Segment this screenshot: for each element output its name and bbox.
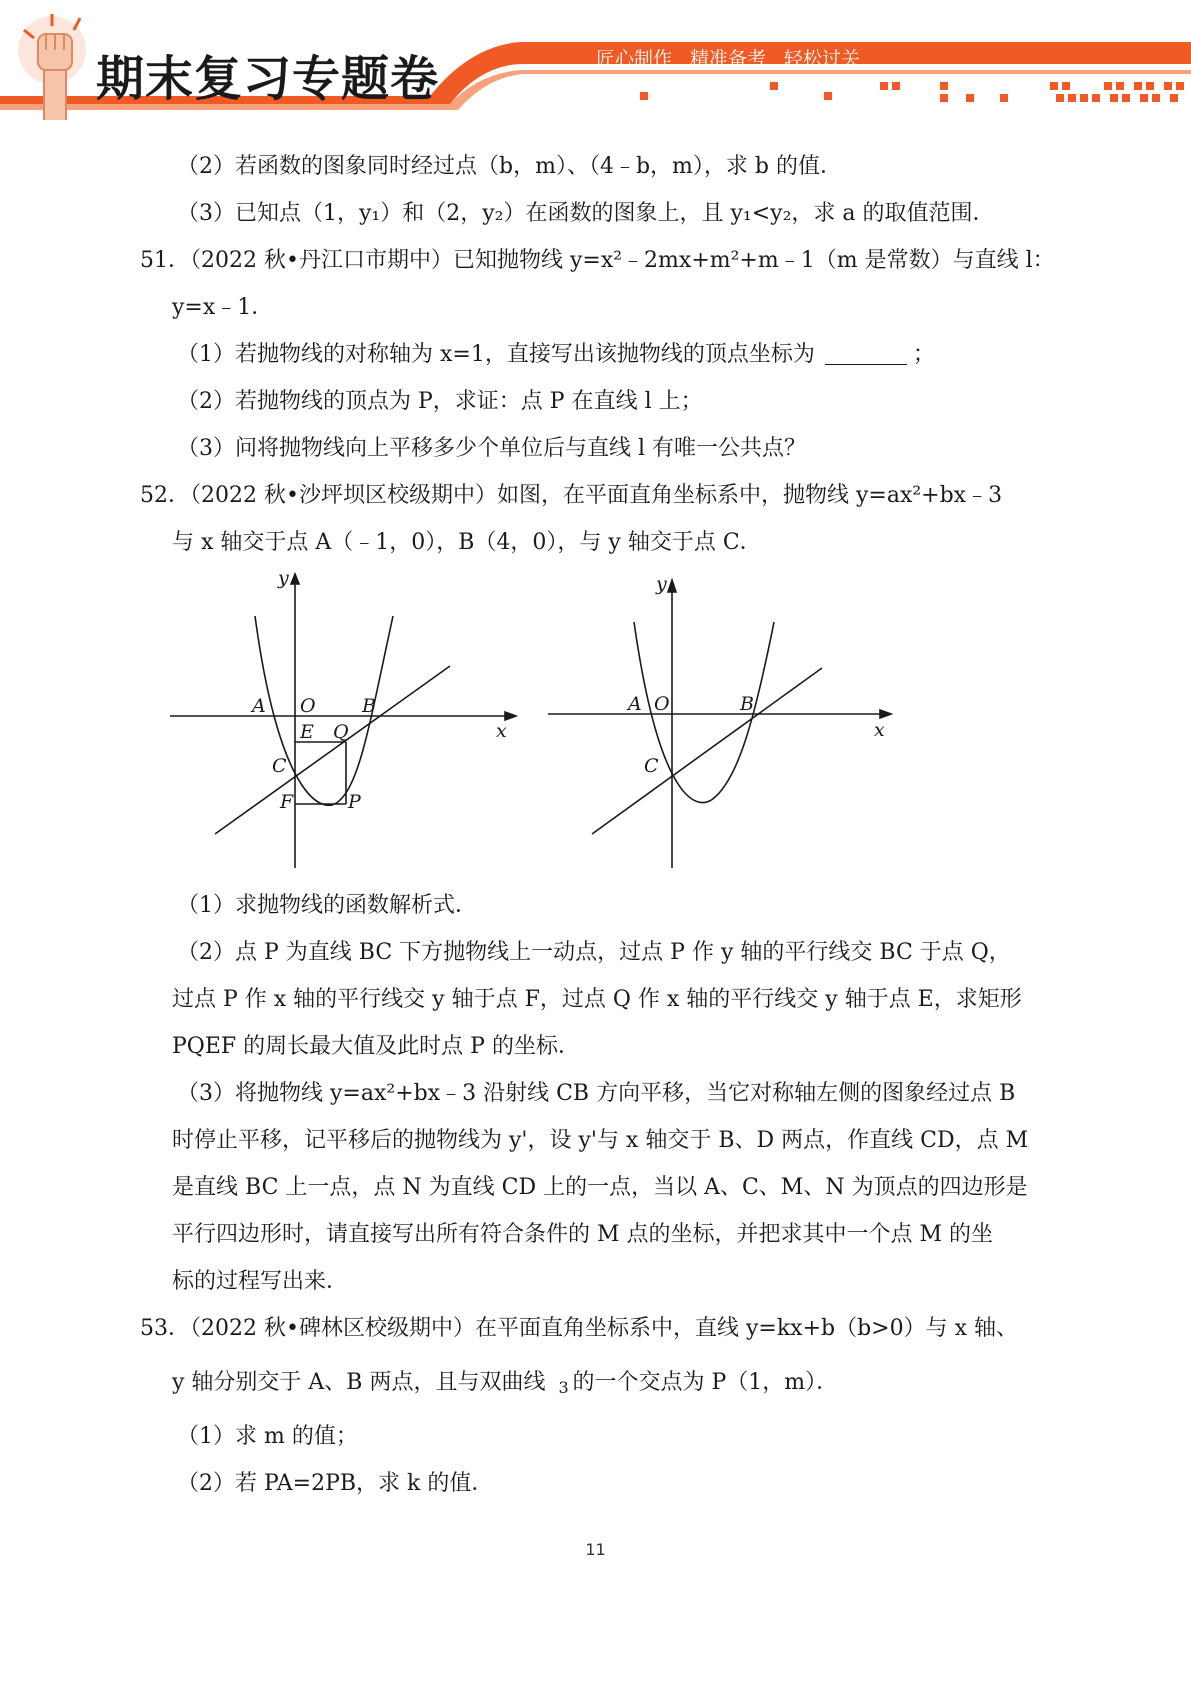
- q51-number: 51．: [140, 248, 190, 273]
- q51-part3: （3）问将抛物线向上平移多少个单位后与直线 l 有唯一公共点？: [177, 436, 807, 461]
- q52-part2-b: 过点 P 作 x 轴的平行线交 y 轴于点 F，过点 Q 作 x 轴的平行线交 y 轴于点 E，求矩形: [172, 987, 1022, 1012]
- fig1-label-y: y: [278, 572, 289, 589]
- header-slogans: [596, 44, 860, 71]
- fig1-label-C: C: [272, 755, 287, 777]
- q53-part2: （2）若 PA=2PB，求 k 的值．: [177, 1471, 494, 1496]
- q52-part3-a: （3）将抛物线 y=ax²+bx﹣3 沿射线 CB 方向平移，当它对称轴左侧的图象经过点 B: [177, 1081, 1016, 1106]
- fig1-label-F: F: [280, 791, 294, 813]
- fraction-numerator: 3: [558, 1378, 569, 1397]
- q52-part1: （1）求抛物线的函数解析式．: [177, 893, 477, 918]
- q52-part3-e: 标的过程写出来．: [172, 1269, 349, 1294]
- slogan-2: 精准备考: [690, 48, 767, 70]
- slogan-3: 轻松过关: [784, 48, 861, 70]
- fig1-label-O: O: [300, 695, 316, 717]
- fig2-label-x: x: [874, 719, 885, 741]
- q53-source: （2022 秋•碑林区校级期中）: [190, 1316, 475, 1341]
- q52-part2-a: （2）点 P 为直线 BC 下方抛物线上一动点，过点 P 作 y 轴的平行线交 BC 于点 Q，: [177, 940, 1011, 965]
- q53-stem-b-post: 的一个交点为 P（1，m）．: [572, 1370, 839, 1395]
- q50-part3: （3）已知点（1，y₁）和（2，y₂）在函数的图象上，且 y₁<y₂，求 a 的取值范围．: [177, 201, 995, 226]
- page-number: 11: [585, 1540, 606, 1559]
- q52-stem: [140, 481, 1002, 511]
- fig2-label-B: B: [740, 693, 754, 715]
- answer-blank: [825, 342, 907, 365]
- q51-part1-end: ；: [912, 342, 935, 367]
- q52-part3-d: 平行四边形时，请直接写出所有符合条件的 M 点的坐标，并把求其中一个点 M 的坐: [172, 1222, 994, 1247]
- q51-part1-text: （1）若抛物线的对称轴为 x=1，直接写出该抛物线的顶点坐标为: [177, 342, 815, 367]
- q52-stem-a: 如图，在平面直角坐标系中，抛物线 y=ax²+bx﹣3: [496, 483, 1003, 508]
- decorative-dots: [640, 82, 1184, 102]
- q53-stem-a: 在平面直角坐标系中，直线 y=kx+b（b>0）与 x 轴、: [474, 1316, 1018, 1341]
- q52-number: 52．: [140, 483, 190, 508]
- q51-part2: （2）若抛物线的顶点为 P，求证：点 P 在直线 l 上；: [177, 389, 703, 414]
- q53-number: 53．: [140, 1316, 190, 1341]
- fig1-label-E: E: [300, 721, 314, 743]
- fig2-label-O: O: [654, 693, 670, 715]
- fig2-label-A: A: [628, 693, 642, 715]
- q52-part3-c: 是直线 BC 上一点，点 N 为直线 CD 上的一点，当以 A、C、M、N 为顶点的四边形是: [172, 1175, 1028, 1200]
- q51-stem: [140, 246, 1055, 276]
- fig1-label-x: x: [496, 720, 507, 742]
- fig1-label-B: B: [362, 695, 376, 717]
- q52-part2-c: PQEF 的周长最大值及此时点 P 的坐标．: [172, 1034, 580, 1059]
- q53-stem-b-pre: y 轴分别交于 A、B 两点，且与双曲线: [172, 1370, 553, 1395]
- q52-source: （2022 秋•沙坪坝区校级期中）: [190, 483, 497, 508]
- q51-source: （2022 秋•丹江口市期中）: [190, 248, 453, 273]
- fig1-label-Q: Q: [333, 721, 349, 743]
- header-title: 期末复习专题卷: [96, 51, 440, 107]
- q53-stem-b: [172, 1368, 838, 1398]
- fig2-label-C: C: [644, 755, 659, 777]
- page-header: [0, 0, 1191, 120]
- fig1-label-A: A: [252, 695, 266, 717]
- q52-figure-2: [548, 572, 898, 872]
- q52-figure-1: [170, 572, 520, 872]
- q52-part3-b: 时停止平移，记平移后的抛物线为 y'，设 y'与 x 轴交于 B、D 两点，作直线 CD，点 M: [172, 1128, 1029, 1153]
- fig2-label-y: y: [656, 573, 667, 595]
- q53-stem: [140, 1314, 1018, 1344]
- fig1-label-P: P: [348, 791, 361, 813]
- q51-stem-a: 已知抛物线 y=x²﹣2mx+m²+m﹣1（m 是常数）与直线 l：: [452, 248, 1055, 273]
- q52-stem-b: 与 x 轴交于点 A（﹣1，0），B（4，0），与 y 轴交于点 C．: [172, 530, 762, 555]
- slogan-1: 匠心制作: [596, 48, 673, 70]
- q50-part2: （2）若函数的图象同时经过点（b，m）、（4﹣b，m），求 b 的值．: [177, 154, 842, 179]
- q51-part1: [177, 340, 935, 370]
- q53-part1: （1）求 m 的值；: [177, 1424, 358, 1449]
- q51-stem-b: y=x﹣1．: [172, 295, 274, 320]
